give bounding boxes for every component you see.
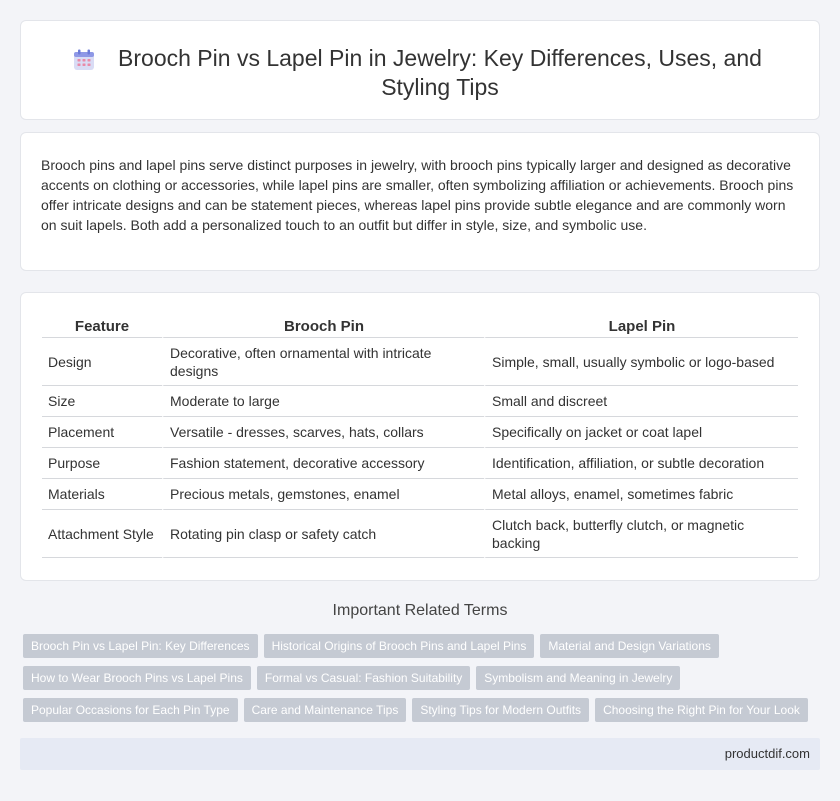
table-cell: Clutch back, butterfly clutch, or magnetic backing [484, 510, 798, 558]
related-term-chip[interactable]: Styling Tips for Modern Outfits [412, 698, 589, 722]
column-header-feature: Feature [42, 313, 162, 338]
table-cell: Attachment Style [42, 510, 162, 558]
table-cell: Metal alloys, enamel, sometimes fabric [484, 479, 798, 510]
table-cell: Decorative, often ornamental with intricate designs [162, 338, 484, 386]
footer [20, 738, 820, 770]
table-row [42, 338, 798, 386]
column-header-brooch-pin: Brooch Pin [162, 313, 484, 338]
related-term-chip[interactable]: Historical Origins of Brooch Pins and Lapel Pins [264, 634, 535, 658]
table-cell: Versatile - dresses, scarves, hats, collars [162, 417, 484, 448]
column-header-lapel-pin: Lapel Pin [484, 313, 798, 338]
table-cell: Placement [42, 417, 162, 448]
table-cell: Small and discreet [484, 386, 798, 417]
table-row [42, 448, 798, 479]
table-row [42, 510, 798, 558]
table-cell: Fashion statement, decorative accessory [162, 448, 484, 479]
related-term-chip[interactable]: Popular Occasions for Each Pin Type [23, 698, 238, 722]
table-cell: Simple, small, usually symbolic or logo-based [484, 338, 798, 386]
comparison-card [20, 292, 820, 581]
related-term-chip[interactable]: Choosing the Right Pin for Your Look [595, 698, 808, 722]
footer-site-link[interactable]: productdif.com [724, 746, 810, 761]
table-cell: Moderate to large [162, 386, 484, 417]
table-cell: Identification, affiliation, or subtle decoration [484, 448, 798, 479]
related-term-chip[interactable]: Symbolism and Meaning in Jewelry [476, 666, 680, 690]
related-terms-heading: Important Related Terms [332, 602, 508, 619]
table-header-row [42, 313, 798, 338]
table-row [42, 479, 798, 510]
table-cell: Purpose [42, 448, 162, 479]
page-title: Brooch Pin vs Lapel Pin in Jewelry: Key Differences, Uses, and Styling Tips [118, 45, 762, 100]
chip-row [23, 666, 823, 690]
chip-row [23, 698, 823, 722]
intro-paragraph: Brooch pins and lapel pins serve distinct purposes in jewelry, with brooch pins typically larger and designed as decorative accents on clothing or accessories, while lapel pins are smaller, often symbolizing affiliation or achievements. Brooch pins offer intricate designs and can be statement pieces, whereas lapel pins provide subtle elegance and are commonly worn on suit lapels. Both add a personalized touch to an outfit but differ in style, size, and symbolic use. [41, 157, 794, 233]
related-term-chip[interactable]: Brooch Pin vs Lapel Pin: Key Differences [23, 634, 258, 658]
title-card [20, 20, 820, 120]
table-cell: Precious metals, gemstones, enamel [162, 479, 484, 510]
table-cell: Size [42, 386, 162, 417]
table-cell: Rotating pin clasp or safety catch [162, 510, 484, 558]
related-term-chip[interactable]: How to Wear Brooch Pins vs Lapel Pins [23, 666, 251, 690]
intro-card [20, 132, 820, 271]
comparison-table [42, 313, 798, 558]
table-row [42, 386, 798, 417]
chip-row [23, 634, 823, 658]
table-cell: Specifically on jacket or coat lapel [484, 417, 798, 448]
table-row [42, 417, 798, 448]
related-terms-list [23, 634, 823, 730]
table-cell: Design [42, 338, 162, 386]
table-cell: Materials [42, 479, 162, 510]
related-term-chip[interactable]: Material and Design Variations [540, 634, 719, 658]
related-term-chip[interactable]: Formal vs Casual: Fashion Suitability [257, 666, 470, 690]
related-term-chip[interactable]: Care and Maintenance Tips [244, 698, 407, 722]
